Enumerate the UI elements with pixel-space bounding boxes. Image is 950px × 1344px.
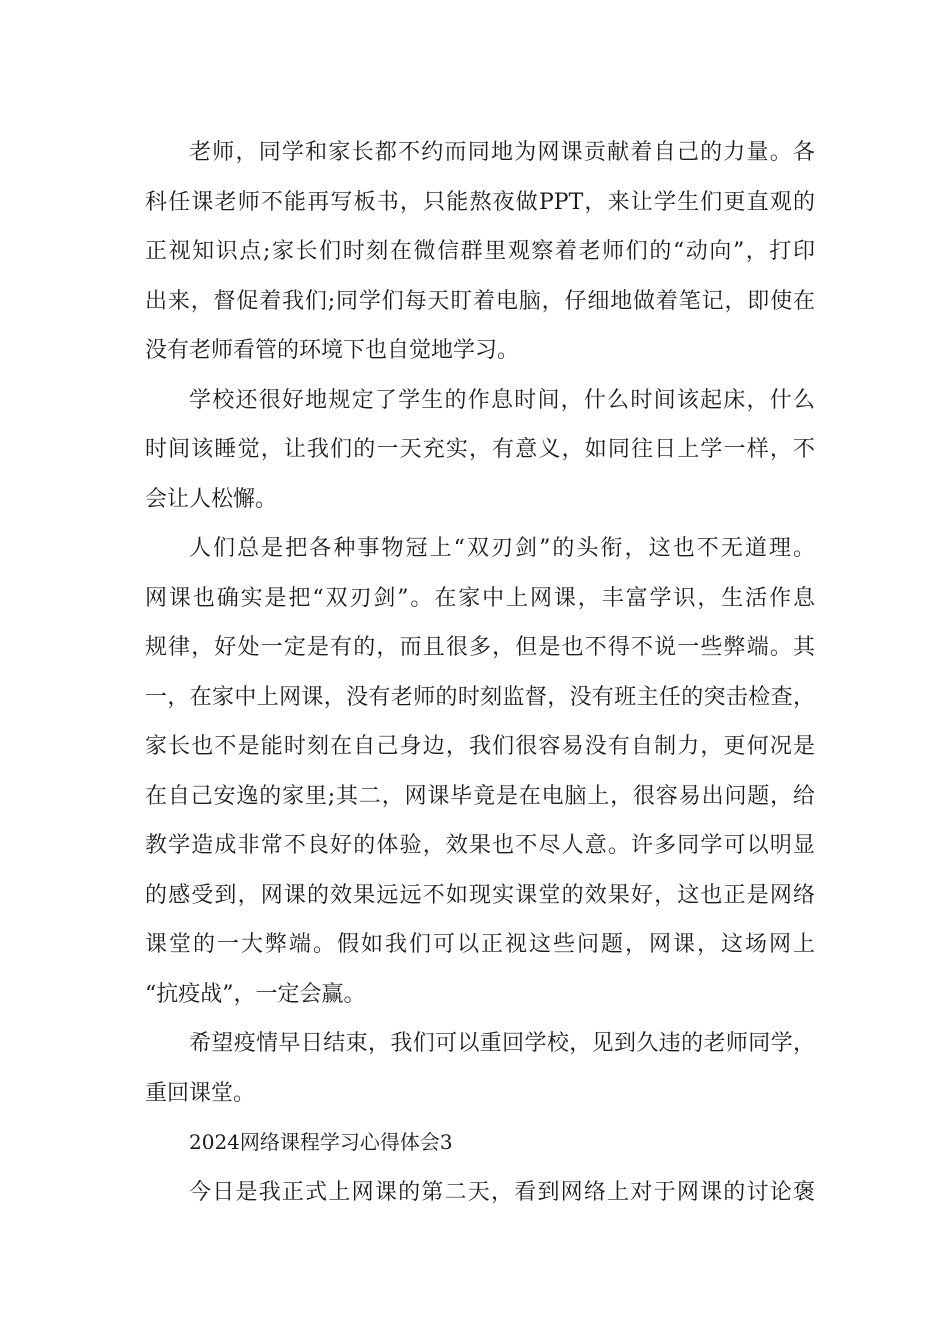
text-line: 规律，好处一定是有的，而且很多，但是也不得不说一些弊端。其 [145,635,815,660]
text-line: 学校还很好地规定了学生的作息时间，什么时间该起床，什么 [189,387,815,413]
text-line: 的感受到，网课的效果远远不如现实课堂的效果好，这也正是网络 [145,882,815,908]
text-line: 出来，督促着我们;同学们每天盯着电脑，仔细地做着笔记，即使在 [145,288,815,314]
text-line: 一，在家中上网课，没有老师的时刻监督，没有班主任的突击检查， [145,684,815,710]
text-line: 正视知识点;家长们时刻在微信群里观察着老师们的“动向”，打印 [145,239,815,264]
text-line: 老师，同学和家长都不约而同地为网课贡献着自己的力量。各 [189,140,815,165]
text-line: 希望疫情早日结束，我们可以重回学校，见到久违的老师同学， [189,1031,815,1056]
text-line: 人们总是把各种事物冠上“双刃剑”的头衔，这也不无道理。 [189,536,815,561]
text-line: 今日是我正式上网课的第二天，看到网络上对于网课的讨论褒 [189,1179,815,1205]
text-line: 课堂的一大弊端。假如我们可以正视这些问题，网课，这场网上 [145,932,815,957]
body-text [145,128,815,1217]
text-line: 时间该睡觉，让我们的一天充实，有意义，如同往日上学一样，不 [145,437,815,462]
text-line: 会让人松懈。 [145,486,278,512]
text-line: 重回课堂。 [145,1080,256,1106]
text-line: 科任课老师不能再写板书，只能熬夜做PPT，来让学生们更直观的 [145,189,815,215]
section-heading: 2024网络课程学习心得体会3 [189,1130,453,1154]
text-line: 没有老师看管的环境下也自觉地学习。 [145,338,520,363]
text-line: 在自己安逸的家里;其二，网课毕竟是在电脑上，很容易出问题，给 [145,783,815,809]
text-line: 教学造成非常不良好的体验，效果也不尽人意。许多同学可以明显 [145,833,815,858]
text-line: 网课也确实是把“双刃剑”。在家中上网课，丰富学识，生活作息 [145,585,815,611]
text-line: 家长也不是能时刻在自己身边，我们很容易没有自制力，更何况是 [145,734,815,759]
text-line: “抗疫战”，一定会赢。 [145,981,366,1007]
